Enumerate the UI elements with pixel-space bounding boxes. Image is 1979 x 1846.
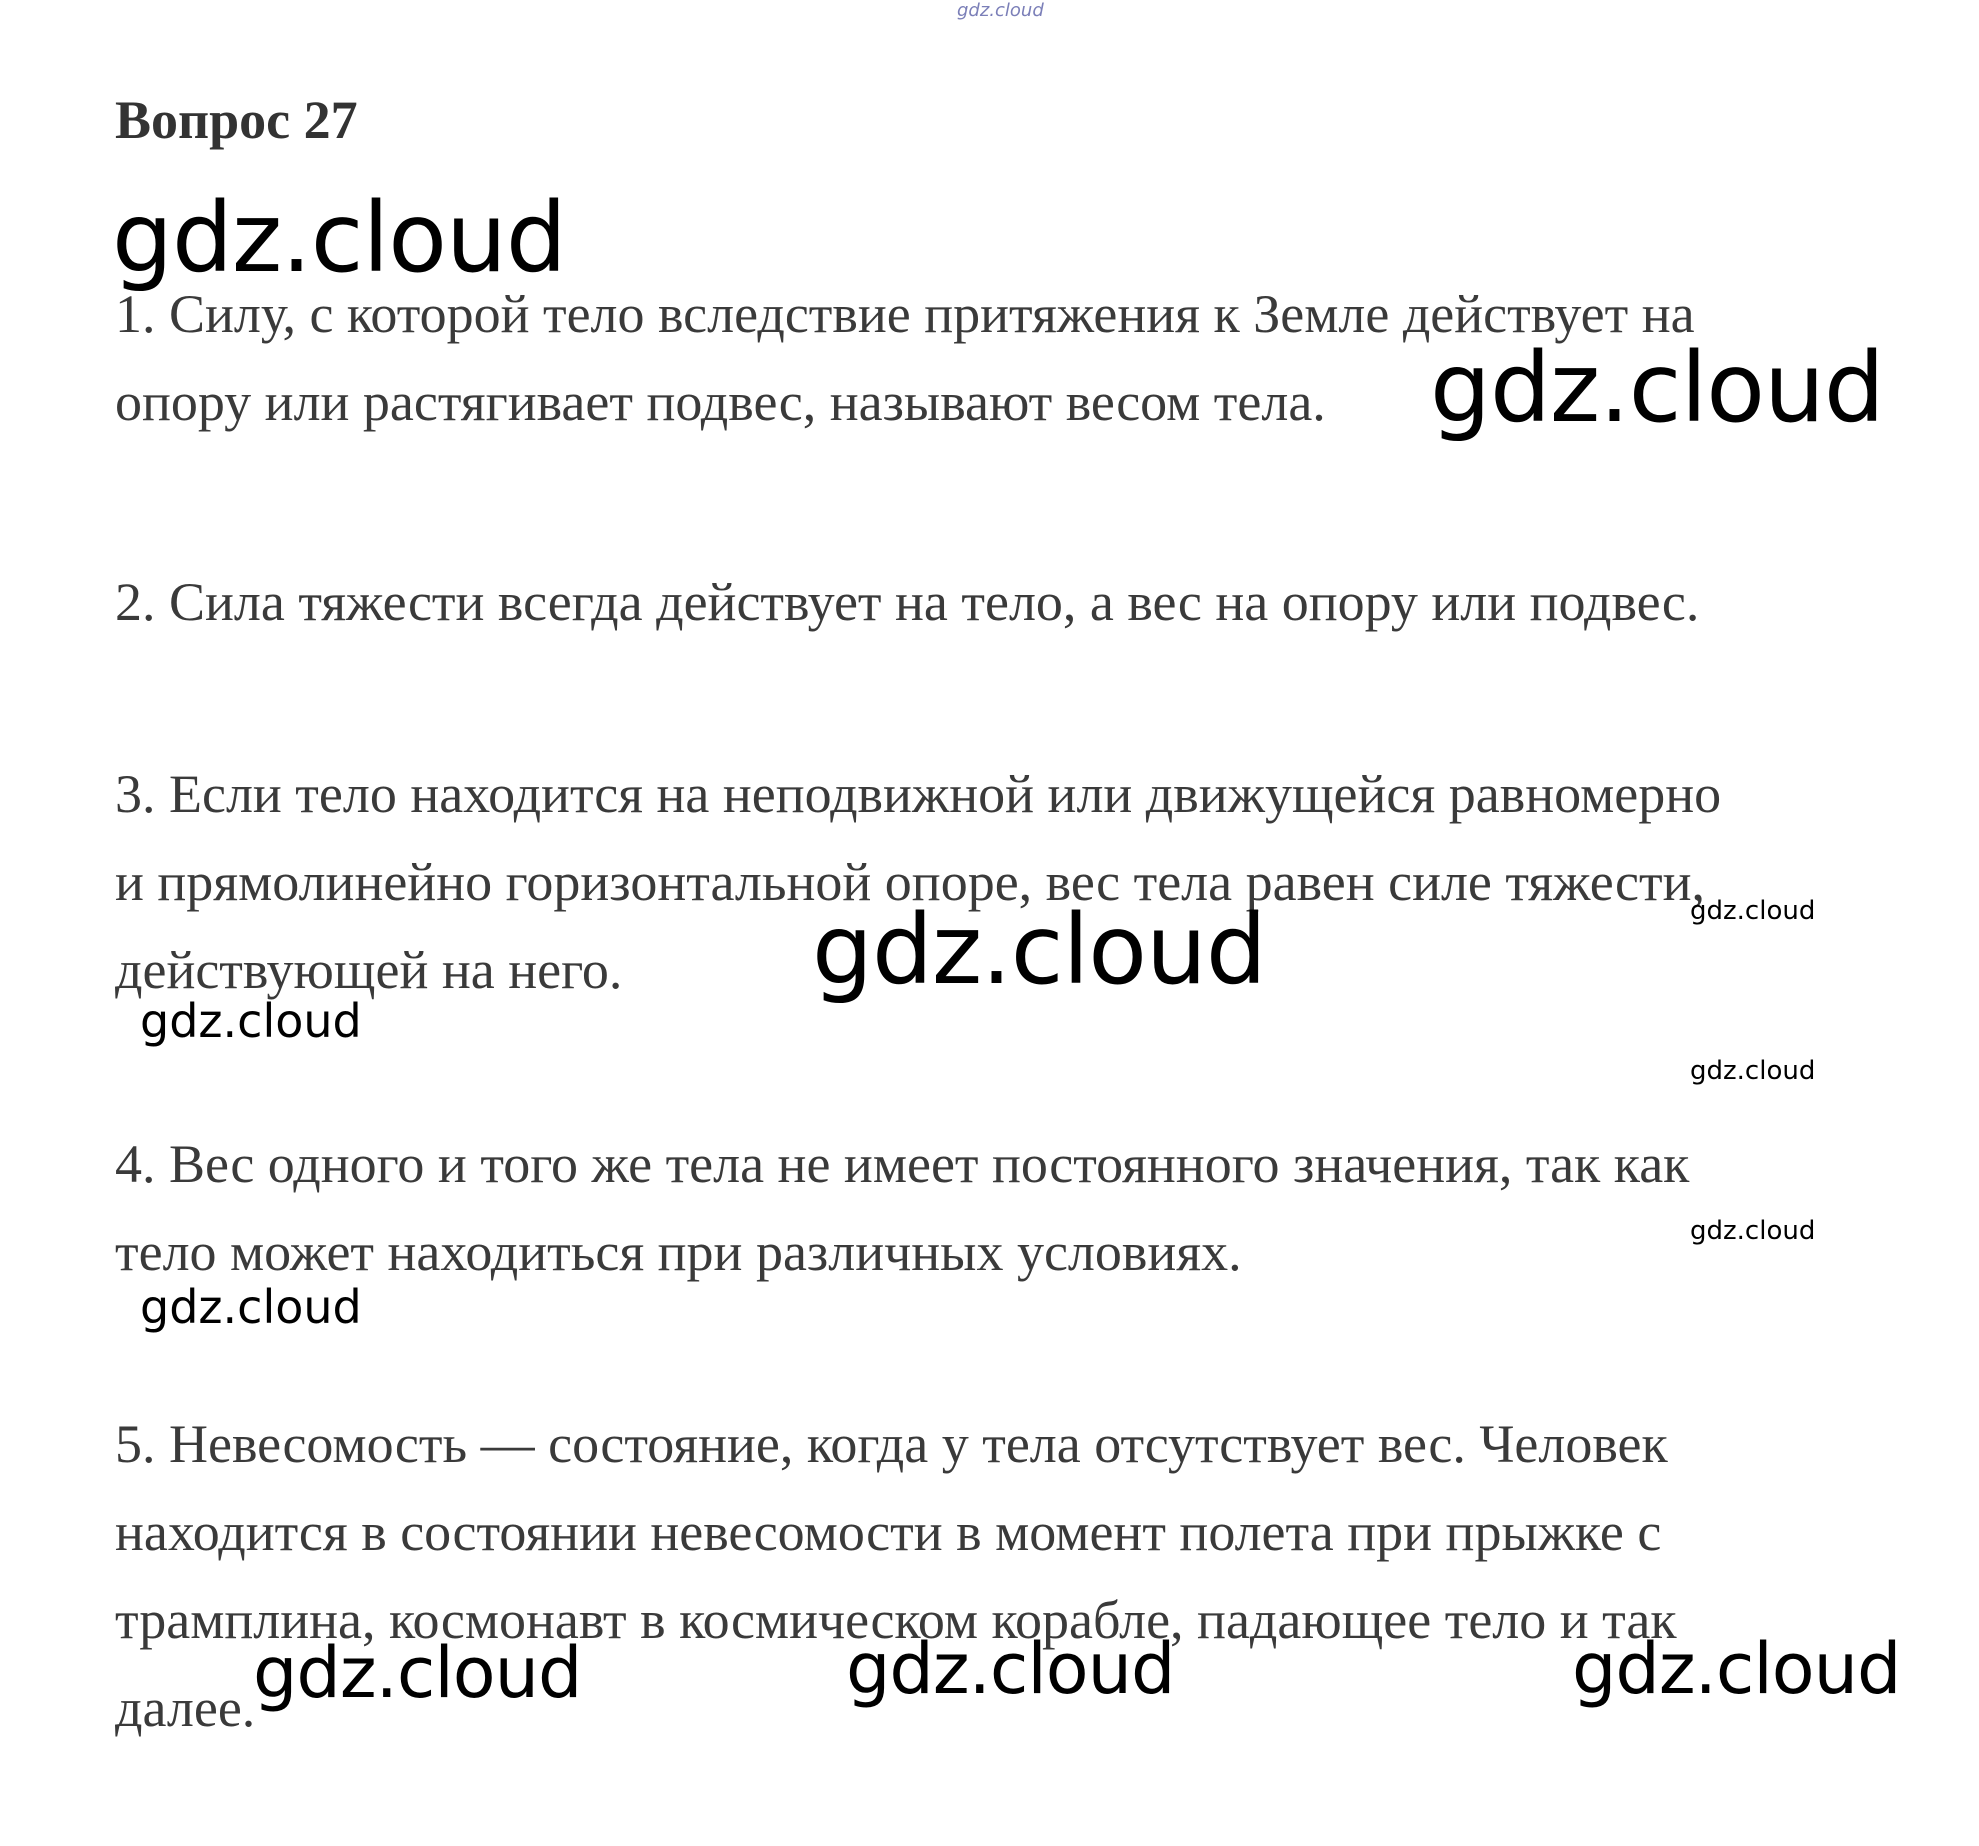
answer-5-line-3: трамплина, космонавт в космическом корабле, падающее тело и так: [115, 1590, 1677, 1650]
answer-3-line-3: действующей на него.: [115, 940, 623, 1000]
top-watermark: gdz.cloud: [957, 0, 1044, 21]
watermark-large: gdz.cloud: [1572, 1628, 1901, 1710]
watermark-small: gdz.cloud: [1690, 1056, 1816, 1086]
watermark-large: gdz.cloud: [846, 1628, 1175, 1710]
answer-4-line-2: тело может находиться при различных условиях.: [115, 1222, 1242, 1282]
watermark-small: gdz.cloud: [1690, 896, 1816, 926]
watermark-large: gdz.cloud: [112, 182, 566, 294]
answer-1-line-2: опору или растягивает подвес, называют весом тела.: [115, 372, 1326, 432]
page-title: Вопрос 27: [115, 90, 358, 150]
answer-1-line-1: 1. Силу, с которой тело вследствие притяжения к Земле действует на: [115, 284, 1695, 344]
watermark-large: gdz.cloud: [253, 1632, 582, 1714]
watermark-medium: gdz.cloud: [140, 1280, 362, 1334]
answer-4-line-1: 4. Вес одного и того же тела не имеет постоянного значения, так как: [115, 1134, 1690, 1194]
answer-4: [115, 1120, 1915, 1296]
watermark-medium: gdz.cloud: [140, 994, 362, 1048]
answer-3-line-2: и прямолинейно горизонтальной опоре, вес тела равен силе тяжести,: [115, 852, 1705, 912]
answer-5-line-2: находится в состоянии невесомости в момент полета при прыжке с: [115, 1502, 1662, 1562]
watermark-small: gdz.cloud: [1690, 1216, 1816, 1246]
answer-5-line-4: далее.: [115, 1678, 256, 1738]
watermark-large: gdz.cloud: [1430, 332, 1884, 444]
answer-5-line-1: 5. Невесомость — состояние, когда у тела отсутствует вес. Человек: [115, 1414, 1668, 1474]
answer-3-line-1: 3. Если тело находится на неподвижной или движущейся равномерно: [115, 764, 1722, 824]
answer-2-line-1: 2. Сила тяжести всегда действует на тело, а вес на опору или подвес.: [115, 572, 1700, 632]
watermark-large: gdz.cloud: [812, 894, 1266, 1006]
answer-2: [115, 558, 1915, 646]
